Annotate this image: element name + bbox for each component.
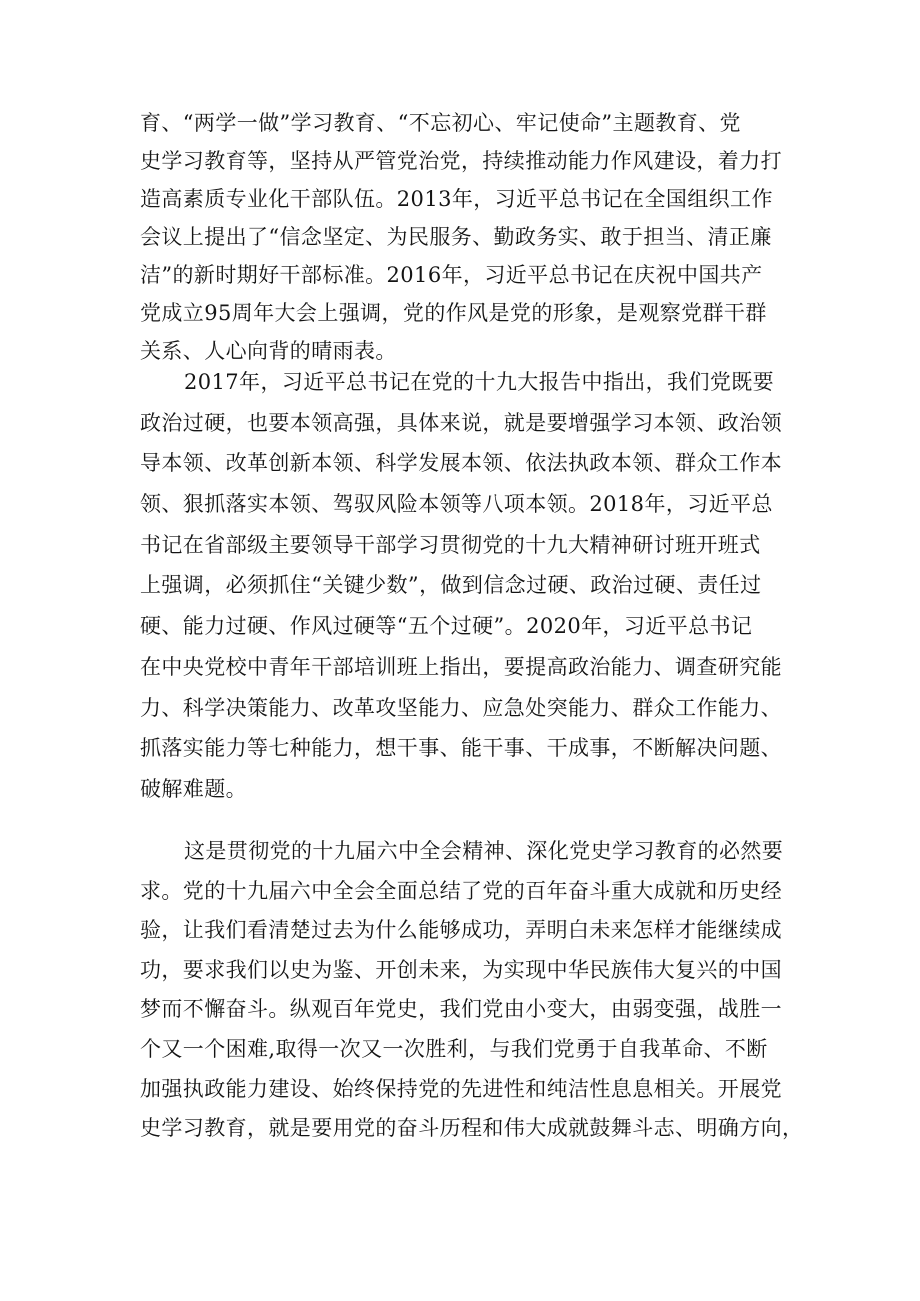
text-line: 党成立95周年大会上强调，党的作风是党的形象，是观察党群干群	[140, 301, 767, 325]
text-line: 验，让我们看清楚过去为什么能够成功，弄明白未来怎样才能继续成	[140, 918, 782, 943]
text-line: 硬、能力过硬、作风过硬等“五个过硬”。2020年，习近平总书记	[140, 614, 753, 639]
text-line: 政治过硬，也要本领高强，具体来说，就是要增强学习本领、政治领	[140, 410, 782, 435]
text-line: 领、狠抓落实本领、驾驭风险本领等八项本领。2018年，习近平总	[140, 492, 773, 517]
text-line: 抓落实能力等七种能力，想干事、能干事、干成事，不断解决问题、	[140, 736, 782, 761]
text-line: 史学习教育等，坚持从严管党治党，持续推动能力作风建设，着力打	[140, 149, 782, 173]
paragraph-2	[140, 362, 790, 810]
text-line: 关系、人心向背的晴雨表。	[140, 339, 397, 363]
text-line: 书记在省部级主要领导干部学习贯彻党的十九大精神研讨班开班式	[140, 532, 761, 557]
text-line: 导本领、改革创新本领、科学发展本领、依法执政本领、群众工作本	[140, 451, 782, 476]
text-line: 会议上提出了“信念坚定、为民服务、勤政务实、敢于担当、清正廉	[140, 225, 772, 249]
text-line: 破解难题。	[140, 776, 247, 801]
text-line: 这是贯彻党的十九届六中全会精神、深化党史学习教育的必然要	[184, 839, 784, 863]
text-line: 育、“两学一做”学习教育、“不忘初心、牢记使命”主题教育、党	[140, 111, 741, 135]
text-line: 洁”的新时期好干部标准。2016年，习近平总书记在庆祝中国共产	[140, 263, 763, 287]
paragraph-3	[140, 832, 804, 1149]
text-line: 梦而不懈奋斗。纵观百年党史，我们党由小变大，由弱变强，战胜一	[140, 997, 782, 1022]
text-line: 2017年，习近平总书记在党的十九大报告中指出，我们党既要	[184, 370, 775, 394]
text-line: 力、科学决策能力、改革攻坚能力、应急处突能力、群众工作能力、	[140, 695, 782, 720]
text-line: 个又一个困难,取得一次又一次胜利，与我们党勇于自我革命、不断	[140, 1036, 768, 1061]
paragraph-1	[140, 104, 790, 370]
text-line: 造高素质专业化干部队伍。2013年，习近平总书记在全国组织工作	[140, 187, 773, 211]
text-line: 在中央党校中青年干部培训班上指出，要提高政治能力、调查研究能	[140, 654, 782, 679]
text-line: 史学习教育，就是要用党的奋斗历程和伟大成就鼓舞斗志、明确方向，	[140, 1116, 804, 1141]
text-line: 加强执政能力建设、始终保持党的先进性和纯洁性息息相关。开展党	[140, 1076, 782, 1101]
text-line: 上强调，必须抓住“关键少数”，做到信念过硬、政治过硬、责任过	[140, 573, 762, 598]
text-line: 求。党的十九届六中全会全面总结了党的百年奋斗重大成就和历史经	[140, 878, 782, 903]
text-line: 功，要求我们以史为鉴、开创未来，为实现中华民族伟大复兴的中国	[140, 957, 782, 982]
